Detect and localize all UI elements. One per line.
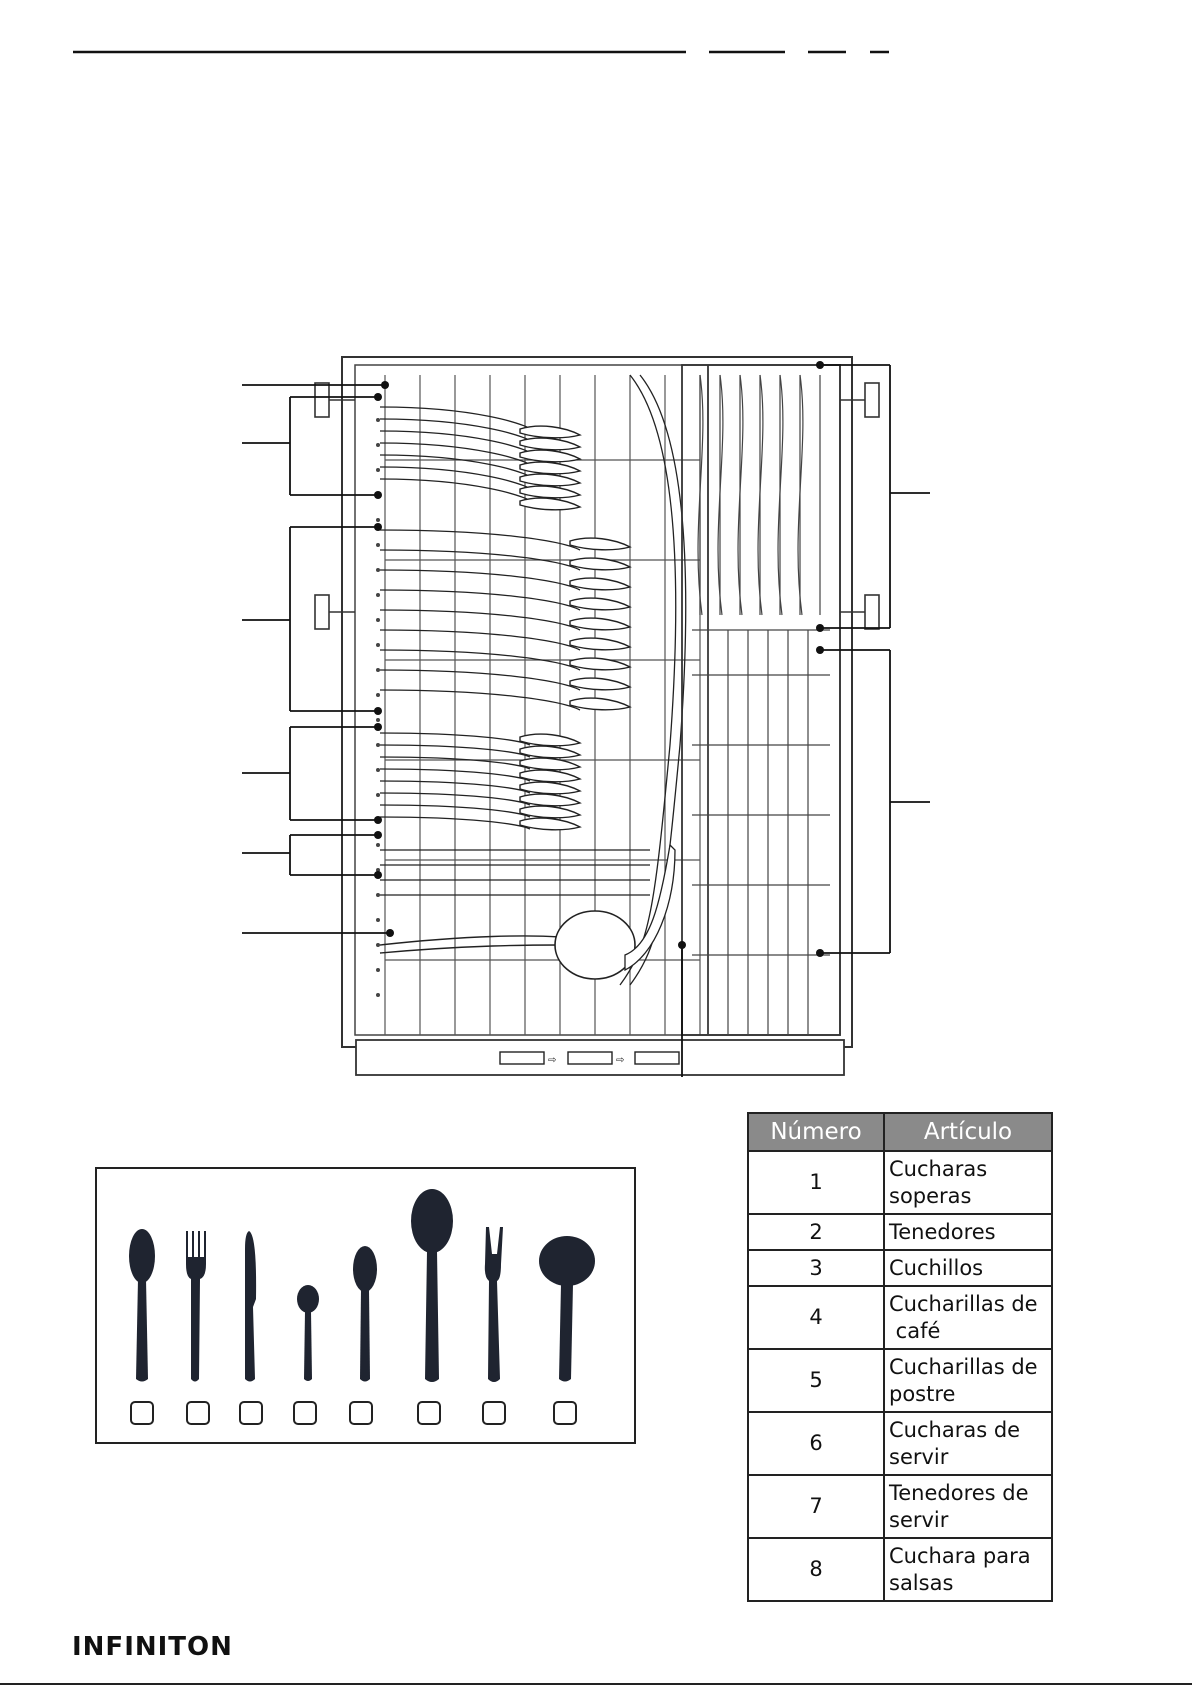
knife-icon (245, 1231, 256, 1382)
table-row (748, 1412, 1052, 1475)
spoon-icon (129, 1229, 155, 1382)
cutlery-rack-diagram (230, 345, 970, 1105)
checkbox-soup-spoon[interactable] (130, 1401, 154, 1425)
row-number: 8 (748, 1538, 884, 1601)
row-number: 3 (748, 1250, 884, 1286)
checkbox-dessert-spoon[interactable] (349, 1401, 373, 1425)
header-rules (0, 0, 1192, 70)
checkbox-serving-fork[interactable] (482, 1401, 506, 1425)
checkbox-coffee-spoon[interactable] (293, 1401, 317, 1425)
row-item: Cuchillos (884, 1250, 1052, 1286)
utensil-legend (95, 1167, 636, 1444)
svg-text:⇨: ⇨ (548, 1055, 557, 1066)
small-spoon-icon (297, 1285, 319, 1381)
ladle-icon (539, 1236, 595, 1382)
table-header-item: Artículo (884, 1113, 1052, 1151)
checkbox-knife[interactable] (239, 1401, 263, 1425)
serving-fork-icon (485, 1227, 503, 1382)
fork-icon (186, 1231, 206, 1382)
row-item: Tenedores (884, 1214, 1052, 1250)
items-table (747, 1112, 1053, 1602)
table-row (748, 1151, 1052, 1214)
table-row (748, 1250, 1052, 1286)
brand-logo: INFINITON (72, 1632, 233, 1662)
row-item: Cucharas soperas (884, 1151, 1052, 1214)
table-row (748, 1475, 1052, 1538)
row-number: 7 (748, 1475, 884, 1538)
row-item: Cuchara para salsas (884, 1538, 1052, 1601)
row-number: 1 (748, 1151, 884, 1214)
svg-text:⇨: ⇨ (616, 1055, 625, 1066)
table-row (748, 1538, 1052, 1601)
table-row (748, 1349, 1052, 1412)
row-item: Cucharillas de postre (884, 1349, 1052, 1412)
checkbox-sauce-ladle[interactable] (553, 1401, 577, 1425)
checkbox-fork[interactable] (186, 1401, 210, 1425)
row-number: 6 (748, 1412, 884, 1475)
row-number: 2 (748, 1214, 884, 1250)
serving-spoon-icon (411, 1189, 453, 1382)
dessert-spoon-icon (353, 1246, 377, 1382)
table-header-number: Número (748, 1113, 884, 1151)
table-row (748, 1286, 1052, 1349)
row-number: 4 (748, 1286, 884, 1349)
row-number: 5 (748, 1349, 884, 1412)
row-item: Cucharillas de café (884, 1286, 1052, 1349)
table-row (748, 1214, 1052, 1250)
checkbox-serving-spoon[interactable] (417, 1401, 441, 1425)
row-item: Tenedores de servir (884, 1475, 1052, 1538)
row-item: Cucharas de servir (884, 1412, 1052, 1475)
